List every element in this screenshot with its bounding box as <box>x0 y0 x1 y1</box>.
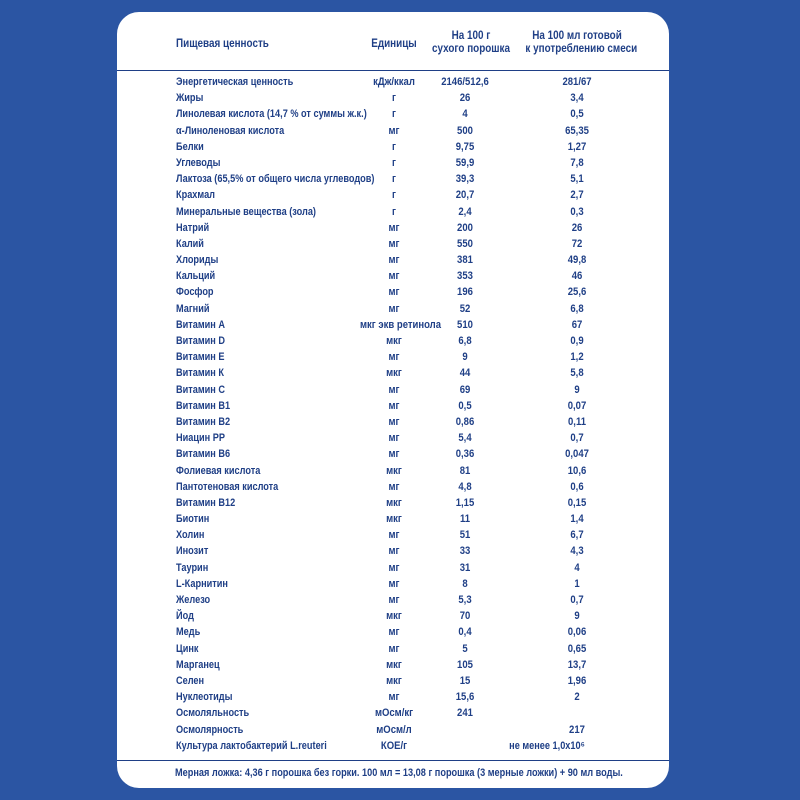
header-per-100ml <box>525 30 638 56</box>
value-per-100ml: 1,4 <box>570 513 584 526</box>
value-per-100ml: 6,7 <box>570 529 584 542</box>
nutrient-unit: мг <box>388 221 400 234</box>
value-per-100g: 105 <box>457 658 473 671</box>
table-row <box>117 543 669 559</box>
nutrient-name: Витамин В1 <box>176 399 231 412</box>
table-row <box>117 268 669 284</box>
table-row <box>117 641 669 657</box>
table-row <box>117 220 669 236</box>
nutrient-name: L-Карнитин <box>176 577 228 590</box>
value-per-100g: 2146/512,6 <box>441 76 489 88</box>
nutrient-unit: мОсм/л <box>376 723 412 736</box>
table-row <box>117 171 669 187</box>
value-per-100ml: 10,6 <box>567 464 587 477</box>
value-per-100g: 0,5 <box>458 399 472 412</box>
nutrient-unit: мкг <box>386 367 402 380</box>
header-per-100g-line1: На 100 г <box>451 30 491 42</box>
value-per-100ml: 1 <box>574 577 580 590</box>
value-per-100g: 51 <box>459 529 471 542</box>
value-per-100g: 353 <box>457 270 473 283</box>
table-row <box>117 527 669 543</box>
nutrient-unit: мг <box>388 270 400 283</box>
table-row <box>117 398 669 414</box>
nutrient-name: Цинк <box>176 642 199 655</box>
value-per-100ml: 0,5 <box>570 108 584 121</box>
footer-note <box>117 760 669 789</box>
value-per-100g: 15,6 <box>455 691 475 704</box>
nutrient-name: Калий <box>176 237 204 250</box>
value-per-100g: 0,4 <box>458 626 472 639</box>
nutrient-unit: мкг экв ретинола <box>360 318 442 331</box>
nutrient-unit: мкг <box>386 496 402 509</box>
table-row <box>117 495 669 511</box>
value-per-100ml: 65,35 <box>565 124 589 137</box>
table-row <box>117 333 669 349</box>
value-per-100ml: 281/67 <box>562 76 592 88</box>
nutrient-unit: мОсм/кг <box>374 707 414 720</box>
value-per-100ml: 13,7 <box>567 658 587 671</box>
nutrient-unit: мг <box>388 545 400 558</box>
nutrient-unit: мг <box>388 448 400 461</box>
table-row <box>117 608 669 624</box>
table-row <box>117 139 669 155</box>
table-row <box>117 123 669 139</box>
value-per-100ml: 9 <box>574 383 580 396</box>
nutrient-name: Железо <box>176 594 211 606</box>
table-row <box>117 689 669 705</box>
header-per-100ml-line2: к употреблению смеси <box>525 43 638 55</box>
value-per-100ml: 2 <box>574 691 580 704</box>
header-nutrient: Пищевая ценность <box>176 38 269 50</box>
nutrient-unit: мкг <box>386 610 402 623</box>
nutrient-name: Натрий <box>176 221 210 234</box>
value-per-100g: 15 <box>459 674 471 687</box>
nutrient-unit: мг <box>388 399 400 412</box>
value-per-100ml: 0,65 <box>567 642 587 655</box>
nutrient-unit: мкг <box>386 464 402 477</box>
table-row <box>117 106 669 122</box>
nutrient-unit: г <box>392 92 396 105</box>
value-per-100ml: 0,15 <box>567 496 587 509</box>
nutrient-unit: мкг <box>386 335 402 347</box>
nutrient-unit: мг <box>388 286 400 299</box>
value-per-100g: 52 <box>459 302 471 315</box>
table-row <box>117 738 669 754</box>
nutrient-name: Витамин К <box>176 367 224 380</box>
value-per-100g: 4,8 <box>458 480 472 493</box>
value-per-100g: 5,3 <box>458 594 472 606</box>
nutrient-name: Осмоляльность <box>176 707 250 720</box>
value-per-100ml: 1,96 <box>567 674 587 687</box>
nutrient-unit: мкг <box>386 674 402 687</box>
value-per-100g: 381 <box>457 254 473 267</box>
nutrient-unit: мкг <box>386 658 402 671</box>
header-per-100g <box>423 30 519 56</box>
table-row <box>117 349 669 365</box>
value-per-100ml: 4 <box>574 561 580 574</box>
nutrient-name: Крахмал <box>176 189 216 202</box>
nutrient-name: Кальций <box>176 270 216 283</box>
value-per-100g: 510 <box>457 318 473 331</box>
nutrient-name: Хлориды <box>176 254 219 267</box>
nutrient-name: Медь <box>176 626 201 639</box>
value-per-100ml: 0,047 <box>565 448 589 461</box>
value-per-100ml: 0,06 <box>567 626 587 639</box>
value-per-100ml: 0,7 <box>570 432 584 445</box>
nutrient-name: Минеральные вещества (зола) <box>176 205 316 218</box>
nutrient-name: Углеводы <box>176 156 221 169</box>
nutrient-name: Фолиевая кислота <box>176 464 261 477</box>
nutrition-label-card <box>117 12 669 788</box>
nutrition-table-body <box>117 74 669 754</box>
table-row <box>117 705 669 721</box>
nutrient-name: Холин <box>176 529 205 542</box>
nutrient-name: Пантотеновая кислота <box>176 480 279 493</box>
value-per-100g: 196 <box>457 286 473 299</box>
table-row <box>117 673 669 689</box>
nutrient-unit: г <box>392 156 396 169</box>
nutrient-unit: мг <box>388 415 400 428</box>
nutrient-name: Витамин В12 <box>176 496 236 509</box>
nutrient-name: Витамин С <box>176 383 226 396</box>
nutrient-name: Витамин Е <box>176 351 225 364</box>
value-per-100ml: 0,11 <box>568 415 586 428</box>
table-row <box>117 301 669 317</box>
table-row <box>117 187 669 203</box>
value-per-100ml: 3,4 <box>570 92 584 105</box>
table-row <box>117 657 669 673</box>
nutrient-unit: КОЕ/г <box>380 739 408 752</box>
value-per-100g: 200 <box>457 221 473 234</box>
value-per-100ml: 9 <box>574 610 580 623</box>
value-per-100g: 44 <box>459 367 471 380</box>
table-row <box>117 479 669 495</box>
table-row <box>117 511 669 527</box>
value-per-100ml: 0,7 <box>570 594 584 606</box>
nutrient-name: Энергетическая ценность <box>176 76 294 88</box>
table-row <box>117 446 669 462</box>
value-per-100g: 81 <box>459 464 471 477</box>
nutrient-name: Инозит <box>176 545 209 558</box>
nutrient-name: Осмолярность <box>176 723 244 736</box>
table-row <box>117 430 669 446</box>
value-per-100g: 69 <box>459 383 471 396</box>
nutrient-name: Биотин <box>176 513 210 526</box>
table-row <box>117 576 669 592</box>
value-per-100ml: 0,6 <box>570 480 584 493</box>
nutrient-unit: мг <box>388 577 400 590</box>
nutrient-unit: мг <box>388 480 400 493</box>
value-per-100ml: 1,27 <box>567 140 587 153</box>
value-per-100g: 6,8 <box>458 335 472 347</box>
nutrient-unit: мг <box>388 691 400 704</box>
table-row <box>117 414 669 430</box>
value-per-100ml: 0,9 <box>570 335 584 347</box>
nutrient-unit: мг <box>388 351 400 364</box>
nutrient-name: Белки <box>176 140 204 153</box>
nutrient-unit: мг <box>388 529 400 542</box>
value-per-100ml: 67 <box>571 318 583 331</box>
nutrient-unit: г <box>392 173 396 186</box>
value-per-100g: 241 <box>457 707 473 720</box>
nutrient-name: Витамин В2 <box>176 415 231 428</box>
value-per-100g: 59,9 <box>455 156 475 169</box>
table-row <box>117 382 669 398</box>
value-per-100g: 39,3 <box>455 173 475 186</box>
value-per-100g: 9 <box>462 351 468 364</box>
nutrient-unit: кДж/ккал <box>373 76 415 88</box>
nutrient-name: Витамин D <box>176 335 226 347</box>
value-per-100ml: 7,8 <box>570 156 584 169</box>
value-per-100g: 5,4 <box>458 432 472 445</box>
value-per-100g: 33 <box>459 545 471 558</box>
value-per-100ml: 4,3 <box>570 545 584 558</box>
nutrient-unit: мг <box>388 432 400 445</box>
nutrient-unit: г <box>392 108 396 121</box>
table-row <box>117 204 669 220</box>
nutrient-unit: мг <box>388 594 400 606</box>
value-per-100g: 500 <box>457 124 473 137</box>
nutrient-name: Марганец <box>176 658 220 671</box>
value-per-100g: 4 <box>462 108 468 121</box>
table-row <box>117 155 669 171</box>
value-per-100ml: 49,8 <box>567 254 587 267</box>
value-per-100g: 0,36 <box>455 448 475 461</box>
value-per-100ml: 0,07 <box>567 399 587 412</box>
value-per-100g: 8 <box>462 577 468 590</box>
header-unit: Единицы <box>371 38 417 50</box>
nutrient-unit: мг <box>388 237 400 250</box>
value-per-100g: 26 <box>459 92 471 105</box>
table-row <box>117 74 669 90</box>
nutrient-unit: мг <box>388 626 400 639</box>
value-per-100ml: 72 <box>571 237 583 250</box>
value-per-100ml: 217 <box>569 723 585 736</box>
nutrient-unit: мг <box>388 642 400 655</box>
header-per-100g-line2: сухого порошка <box>432 43 510 55</box>
nutrient-unit: мг <box>388 383 400 396</box>
value-per-100ml: 46 <box>571 270 583 283</box>
table-row <box>117 722 669 738</box>
table-row <box>117 252 669 268</box>
table-row <box>117 624 669 640</box>
table-row <box>117 317 669 333</box>
nutrient-name: α-Линоленовая кислота <box>176 124 285 137</box>
nutrient-unit: г <box>392 140 396 153</box>
table-row <box>117 90 669 106</box>
value-per-100g: 5 <box>462 642 468 655</box>
value-per-100g: 20,7 <box>455 189 475 202</box>
nutrient-unit: г <box>392 189 396 202</box>
table-row <box>117 284 669 300</box>
value-per-100g: 1,15 <box>455 496 475 509</box>
nutrient-name: Фосфор <box>176 286 214 299</box>
value-per-100ml: 5,8 <box>570 367 584 380</box>
nutrient-name: Жиры <box>176 92 204 105</box>
table-row <box>117 463 669 479</box>
nutrient-name: Лактоза (65,5% от общего числа углеводов) <box>176 173 375 186</box>
nutrient-name: Селен <box>176 674 205 687</box>
header-per-100ml-line1: На 100 мл готовой <box>532 30 622 42</box>
nutrient-name: Культура лактобактерий L.reuteri <box>176 739 327 752</box>
nutrient-unit: мг <box>388 254 400 267</box>
value-per-100ml: 5,1 <box>570 173 584 186</box>
nutrient-name: Магний <box>176 302 210 315</box>
value-per-100ml: 26 <box>571 221 583 234</box>
nutrient-unit: мг <box>388 561 400 574</box>
value-per-100g: 11 <box>459 513 471 526</box>
value-per-100ml: 25,6 <box>567 286 587 299</box>
value-per-100ml: 6,8 <box>570 302 584 315</box>
value-per-100ml: 0,3 <box>570 205 584 218</box>
footer-text: Мерная ложка: 4,36 г порошка без горки. 100 мл = 13,08 г порошка (3 мерные ложки) + 90 мл воды. <box>175 767 623 779</box>
nutrient-name: Таурин <box>176 561 209 574</box>
nutrient-name: Витамин А <box>176 318 226 331</box>
nutrient-name: Йод <box>176 610 194 623</box>
nutrient-unit: мкг <box>386 513 402 526</box>
nutrient-name: Линолевая кислота (14,7 % от суммы ж.к.) <box>176 108 367 121</box>
value-per-100ml: 2,7 <box>570 189 584 202</box>
nutrient-unit: мг <box>388 302 400 315</box>
nutrient-unit: г <box>392 205 396 218</box>
nutrient-value-span: не менее 1,0x10⁶ <box>509 739 585 752</box>
table-row <box>117 560 669 576</box>
value-per-100g: 0,86 <box>455 415 475 428</box>
nutrient-name: Ниацин РР <box>176 432 225 445</box>
nutrient-name: Витамин В6 <box>176 448 231 461</box>
table-row <box>117 236 669 252</box>
nutrient-name: Нуклеотиды <box>176 691 233 704</box>
table-row <box>117 592 669 608</box>
table-row <box>117 365 669 381</box>
value-per-100g: 2,4 <box>458 205 472 218</box>
value-per-100ml: 1,2 <box>570 351 584 364</box>
value-per-100g: 9,75 <box>455 140 475 153</box>
nutrient-unit: мг <box>388 124 400 137</box>
value-per-100g: 70 <box>459 610 471 623</box>
table-header <box>117 12 669 71</box>
value-per-100g: 550 <box>457 237 473 250</box>
value-per-100g: 31 <box>459 561 471 574</box>
